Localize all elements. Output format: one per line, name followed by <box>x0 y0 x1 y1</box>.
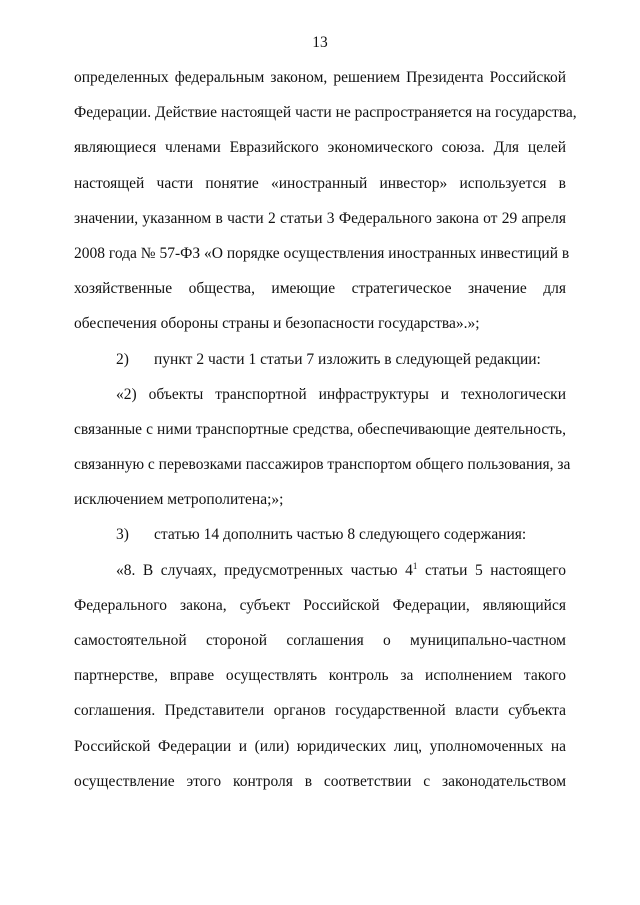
text-line: партнерстве, вправе осуществлять контроль за исполнением такого <box>74 667 566 685</box>
text-line: настоящей части понятие «иностранный инвестор» используется в <box>74 174 566 192</box>
text-line: значении, указанном в части 2 статьи 3 Федерального закона от 29 апреля <box>74 209 566 227</box>
text-line: Федерации. Действие настоящей части не распространяется на государства, <box>74 104 577 122</box>
text-line: обеспечения обороны страны и безопасности государства».»; <box>74 315 480 333</box>
list-item-3 <box>74 517 566 552</box>
text-line: 2008 года № 57-ФЗ «О порядке осуществления иностранных инвестиций в <box>74 244 570 262</box>
list-item-number: 3) <box>116 526 129 544</box>
text-line: определенных федеральным законом, решением Президента Российской <box>74 69 566 86</box>
text-line: являющиеся членами Евразийского экономического союза. Для целей <box>74 139 566 157</box>
text-line: исключением метрополитена;»; <box>74 491 284 509</box>
text-line: самостоятельной стороной соглашения о муниципально-частном <box>74 632 566 649</box>
text-line: связанную с перевозками пассажиров транспортом общего пользования, за <box>74 456 571 474</box>
text-line: осуществление этого контроля в соответствии с законодательством <box>74 772 566 790</box>
text-line: связанные с ними транспортные средства, обеспечивающие деятельность, <box>74 420 566 438</box>
text-fragment: «8. В случаях, предусмотренных частью 4 <box>116 561 413 579</box>
text-line: Российской Федерации и (или) юридических лиц, уполномоченных на <box>74 737 566 755</box>
text-line: Федерального закона, субъект Российской Федерации, являющийся <box>74 596 566 614</box>
text-fragment: статьи 5 настоящего <box>417 561 566 579</box>
text-line: «2) объекты транспортной инфраструктуры и технологически <box>116 385 566 403</box>
text-line-with-superscript <box>74 553 566 588</box>
list-item-number: 2) <box>116 350 129 368</box>
list-item-text: статью 14 дополнить частью 8 следующего содержания: <box>154 526 527 544</box>
superscript: 1 <box>412 560 418 571</box>
page-number: 13 <box>312 34 328 51</box>
list-item-text: пункт 2 части 1 статьи 7 изложить в следующей редакции: <box>154 350 541 368</box>
text-line: хозяйственные общества, имеющие стратегическое значение для <box>74 280 566 298</box>
list-item-2 <box>74 342 566 377</box>
document-body <box>74 60 577 799</box>
text-line: соглашения. Представители органов государственной власти субъекта <box>74 702 566 720</box>
